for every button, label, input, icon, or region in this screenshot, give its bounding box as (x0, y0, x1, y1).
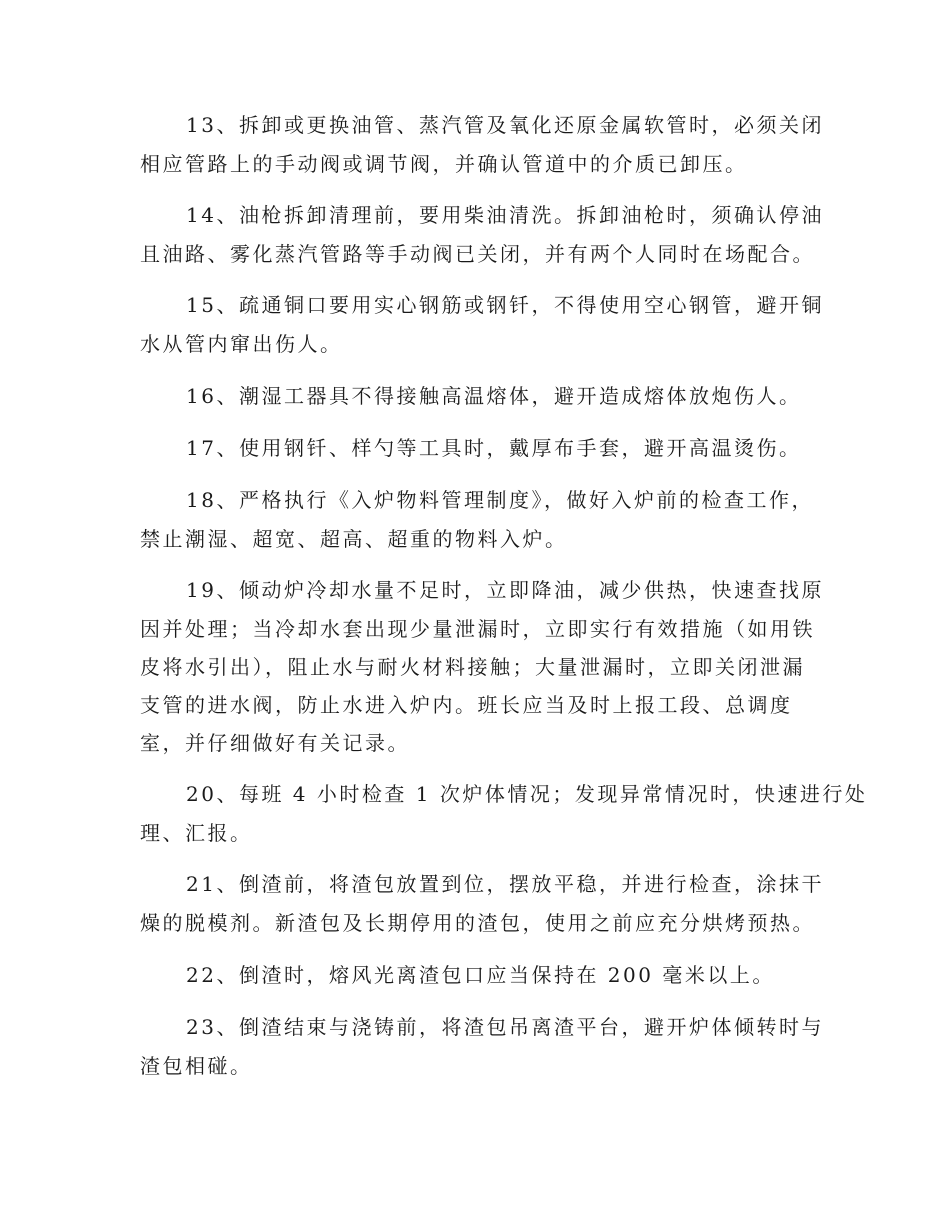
paragraph-15-line-1: 15、疏通铜口要用实心钢筋或钢钎，不得使用空心钢管，避开铜 (186, 293, 824, 317)
paragraph-19-line-5: 室，并仔细做好有关记录。 (140, 731, 410, 755)
paragraph-20-line-2: 理、汇报。 (140, 821, 253, 845)
paragraph-19-line-1: 19、倾动炉冷却水量不足时，立即降油，减少供热，快速查找原 (186, 578, 824, 602)
paragraph-19-line-4: 支管的进水阀，防止水进入炉内。班长应当及时上报工段、总调度 (140, 693, 793, 717)
paragraph-13-line-1: 13、拆卸或更换油管、蒸汽管及氧化还原金属软管时，必须关闭 (186, 113, 824, 137)
paragraph-22-line-1: 22、倒渣时，熔风光离渣包口应当保持在 200 毫米以上。 (186, 963, 775, 987)
paragraph-14-line-1: 14、油枪拆卸清理前，要用柴油清洗。拆卸油枪时，须确认停油 (186, 203, 824, 227)
paragraph-19-line-2: 因并处理；当冷却水套出现少量泄漏时，立即实行有效措施（如用铁 (140, 617, 815, 641)
paragraph-18-line-2: 禁止潮湿、超宽、超高、超重的物料入炉。 (140, 527, 568, 551)
paragraph-20-line-1: 20、每班 4 小时检查 1 次炉体情况；发现异常情况时，快速进行处 (186, 782, 868, 806)
paragraph-18-line-1: 18、严格执行《入炉物料管理制度》，做好入炉前的检查工作， (186, 488, 814, 512)
paragraph-16-line-1: 16、潮湿工器具不得接触高温熔体，避开造成熔体放炮伤人。 (186, 384, 802, 408)
paragraph-13-line-2: 相应管路上的手动阀或调节阀，并确认管道中的介质已卸压。 (140, 152, 748, 176)
paragraph-23-line-2: 渣包相碰。 (140, 1054, 253, 1078)
paragraph-15-line-2: 水从管内窜出伤人。 (140, 332, 343, 356)
paragraph-19-line-3: 皮将水引出），阻止水与耐火材料接触；大量泄漏时，立即关闭泄漏 (140, 655, 805, 679)
paragraph-17-line-1: 17、使用钢钎、样勺等工具时，戴厚布手套，避开高温烫伤。 (186, 436, 802, 460)
paragraph-21-line-2: 燥的脱模剂。新渣包及长期停用的渣包，使用之前应充分烘烤预热。 (140, 911, 815, 935)
paragraph-23-line-1: 23、倒渣结束与浇铸前，将渣包吊离渣平台，避开炉体倾转时与 (186, 1015, 824, 1039)
paragraph-14-line-2: 且油路、雾化蒸汽管路等手动阀已关闭，并有两个人同时在场配合。 (140, 242, 815, 266)
paragraph-21-line-1: 21、倒渣前，将渣包放置到位，摆放平稳，并进行检查，涂抹干 (186, 872, 824, 896)
